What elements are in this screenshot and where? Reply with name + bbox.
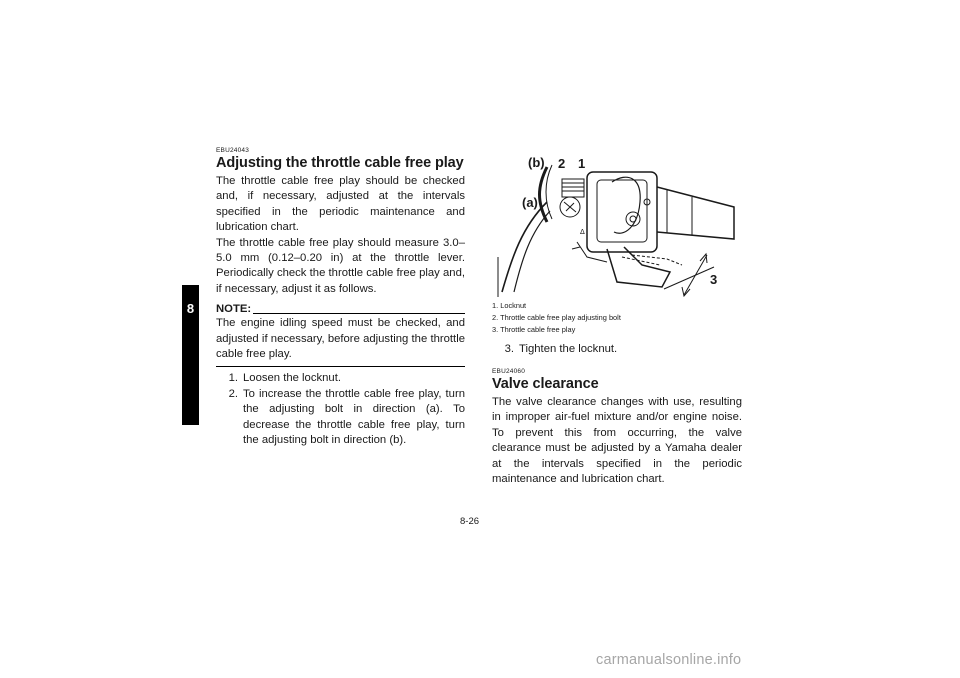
valve-paragraph: The valve clearance changes with use, resulting in improper air-fuel mixture and/or engine noise. To prevent this from occurring, the valve clearance must be adjusted by a Yamaha dealer at the intervals specified in the periodic maintenance and lubrication chart. (492, 396, 742, 486)
chapter-tab: 8 (182, 285, 199, 425)
step-number: 1. (228, 372, 238, 385)
figure-captions (492, 300, 752, 337)
section-title-throttle: Adjusting the throttle cable free play (216, 155, 464, 171)
step-number: 3. (504, 343, 514, 355)
note-rule (253, 313, 465, 314)
step-item (492, 342, 742, 357)
caption-locknut: 1. Locknut (492, 301, 527, 310)
figure-label-a: (a) (522, 195, 538, 210)
caption-adjusting-bolt: 2. Throttle cable free play adjusting bolt (492, 313, 621, 323)
note-text: The engine idling speed must be checked, and adjusted if necessary, before adjusting the throttle cable free play. (216, 317, 465, 361)
figure-label-1: 1 (578, 156, 586, 171)
steps-list (216, 371, 465, 448)
step-item (216, 371, 465, 386)
note-header (216, 303, 465, 315)
section-title-valve: Valve clearance (492, 376, 599, 392)
step-3 (492, 342, 742, 357)
watermark: carmanualsonline.info (596, 652, 742, 668)
note-end-rule (216, 366, 465, 367)
throttle-paragraph-1: The throttle cable free play should be checked and, if necessary, adjusted at the intervals specified in the periodic maintenance and lubrication chart. (216, 175, 465, 234)
section-code: EBU24060 (492, 368, 526, 375)
left-column (216, 147, 465, 449)
note-label: NOTE: (216, 303, 252, 316)
figure-label-2: 2 (558, 156, 566, 171)
caption-free-play: 3. Throttle cable free play (492, 325, 576, 335)
section-code: EBU24043 (216, 147, 250, 154)
figure-label-b: (b) (528, 155, 545, 170)
step-text: Loosen the locknut. (243, 372, 341, 385)
step-text: To increase the throttle cable free play, turn the adjusting bolt in direction (a). To decrease the throttle cable free play, turn the adjusting bolt in direction (b). (243, 387, 465, 447)
note-box (216, 303, 465, 367)
svg-text:Δ: Δ (580, 228, 585, 236)
valve-clearance-section (492, 368, 742, 487)
throttle-paragraph-2: The throttle cable free play should measure 3.0–5.0 mm (0.12–0.20 in) at the throttle lever. Periodically check the throttle cable free play and, if necessary, adjust it as follows. (216, 236, 465, 295)
throttle-lever-illustration (492, 147, 742, 297)
step-number: 2. (228, 387, 238, 400)
figure-label-3: 3 (710, 272, 718, 287)
steps-list-continued (492, 342, 742, 357)
step-item (216, 387, 465, 449)
step-text: Tighten the locknut. (519, 343, 618, 355)
page-number: 8-26 (460, 516, 480, 527)
